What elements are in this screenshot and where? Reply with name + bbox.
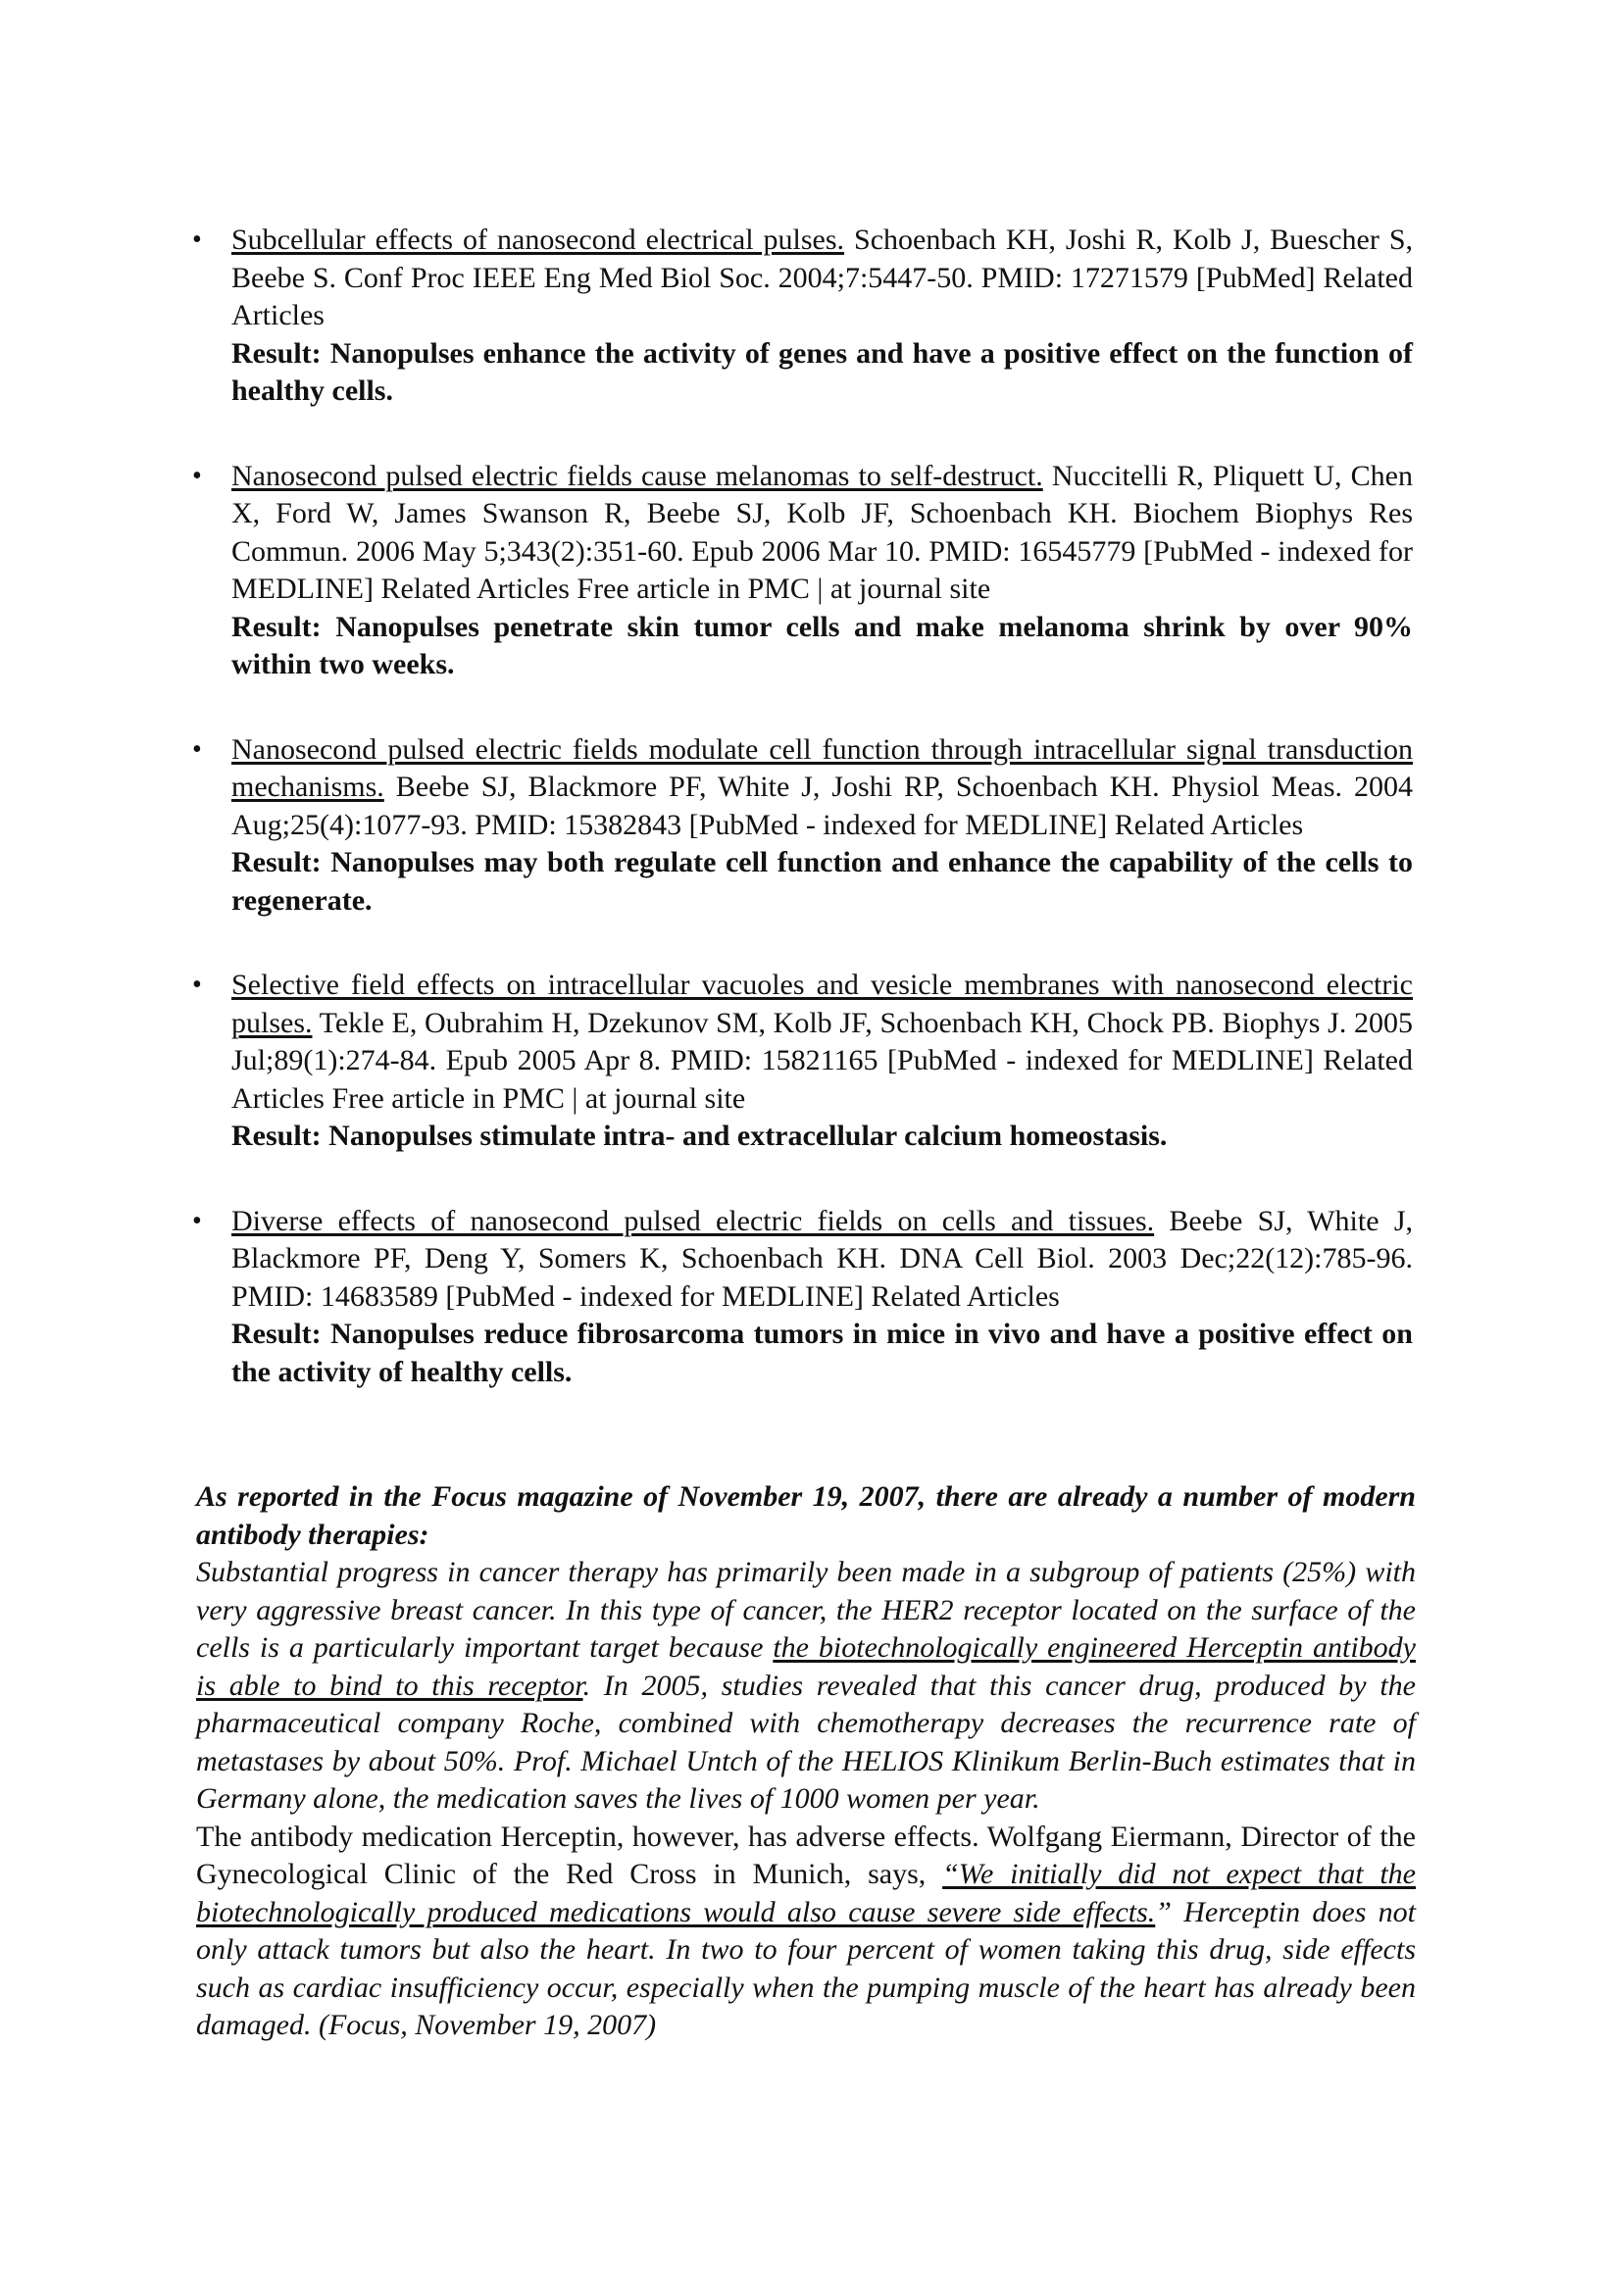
herceptin-text: The antibody medication Herceptin, however, has adverse effects. Wolfgang Eiermann, Director of the Gynecological Clinic of the Red Cross in Munich, says,: [196, 1820, 1416, 1890]
herceptin-text-italic: ” Herceptin does not only attack tumors but also the heart. In two to four percent of women taking this drug, side effects such as cardiac insufficiency occur, especially when the pumping muscle of the heart has already been damaged. (Focus, November 19, 2007): [196, 1895, 1416, 2041]
herceptin-paragraph: [196, 1819, 1416, 2045]
reference-list: [192, 222, 1413, 1438]
reference-title: Diverse effects of nanosecond pulsed electric fields on cells and tissues.: [231, 1204, 1155, 1237]
bullet-icon: •: [192, 1205, 202, 1236]
reference-result: Result: Nanopulses enhance the activity of genes and have a positive effect on the function of healthy cells.: [231, 336, 1413, 407]
reference-title: Nanosecond pulsed electric fields cause melanomas to self-destruct.: [231, 459, 1043, 492]
reference-title: Selective field effects on intracellular vacuoles and vesicle membranes with nanosecond electric pulses.: [231, 969, 1413, 1039]
focus-underlined-text: the biotechnologically engineered Herceptin antibody is able to bind to this receptor: [196, 1631, 1416, 1702]
focus-text: Substantial progress in cancer therapy has primarily been made in a subgroup of patients (25%) with very aggressive breast cancer. In this type of cancer, the HER2 receptor located on the surface of the cells is a particularly important target because: [196, 1556, 1416, 1664]
reference-item: [192, 458, 1413, 684]
reference-item: [192, 1203, 1413, 1392]
reference-citation: Schoenbach KH, Joshi R, Kolb J, Buescher S, Beebe S. Conf Proc IEEE Eng Med Biol Soc. 2004;7:5447-50. PMID: 17271579 [PubMed] Related Articles: [231, 224, 1413, 331]
reference-citation: Nuccitelli R, Pliquett U, Chen X, Ford W, James Swanson R, Beebe SJ, Kolb JF, Schoenbach KH. Biochem Biophys Res Commun. 2006 May 5;343(2):351-60. Epub 2006 Mar 10. PMID: 16545779 [PubMed - indexed for MEDLINE] Related Articles Free article in PMC | at journal site: [231, 459, 1413, 605]
reference-item: [192, 222, 1413, 411]
focus-report: [196, 1478, 1416, 2045]
bullet-icon: •: [192, 460, 202, 491]
focus-heading: As reported in the Focus magazine of November 19, 2007, there are already a number of modern antibody therapies:: [196, 1480, 1416, 1551]
focus-text: . In 2005, studies revealed that this cancer drug, produced by the pharmaceutical company Roche, combined with chemotherapy decreases the recurrence rate of metastases by about 50%. Prof. Michael Untch of the HELIOS Klinikum Berlin-Buch estimates that in Germany alone, the medication saves the lives of 1000 women per year.: [196, 1669, 1417, 1815]
reference-result: Result: Nanopulses may both regulate cell function and enhance the capability of the cells to regenerate.: [231, 846, 1413, 917]
reference-citation: Tekle E, Oubrahim H, Dzekunov SM, Kolb JF, Schoenbach KH, Chock PB. Biophys J. 2005 Jul;89(1):274-84. Epub 2005 Apr 8. PMID: 15821165 [PubMed - indexed for MEDLINE] Related Articles Free article in PMC | at journal site: [231, 1006, 1413, 1115]
reference-title: Nanosecond pulsed electric fields modulate cell function through intracellular signal transduction mechanisms.: [231, 732, 1413, 803]
reference-result: Result: Nanopulses penetrate skin tumor cells and make melanoma shrink by over 90% within two weeks.: [231, 610, 1413, 680]
bullet-icon: •: [192, 225, 202, 255]
eiermann-quote: “We initially did not expect that the biotechnologically produced medications would also cause severe side effects.: [196, 1858, 1417, 1928]
reference-citation: Beebe SJ, White J, Blackmore PF, Deng Y, Somers K, Schoenbach KH. DNA Cell Biol. 2003 Dec;22(12):785-96. PMID: 14683589 [PubMed - indexed for MEDLINE] Related Articles: [231, 1204, 1413, 1313]
reference-title: Subcellular effects of nanosecond electrical pulses.: [231, 224, 845, 256]
reference-citation: Beebe SJ, Blackmore PF, White J, Joshi RP, Schoenbach KH. Physiol Meas. 2004 Aug;25(4):1077-93. PMID: 15382843 [PubMed - indexed for MEDLINE] Related Articles: [231, 771, 1413, 841]
reference-result: Result: Nanopulses stimulate intra- and extracellular calcium homeostasis.: [231, 1120, 1168, 1152]
bullet-icon: •: [192, 970, 202, 1000]
reference-item: [192, 731, 1413, 921]
bullet-icon: •: [192, 733, 202, 765]
reference-result: Result: Nanopulses reduce fibrosarcoma tumors in mice in vivo and have a positive effect on the activity of healthy cells.: [231, 1318, 1413, 1388]
focus-paragraph: [196, 1554, 1416, 1819]
reference-item: [192, 967, 1413, 1156]
